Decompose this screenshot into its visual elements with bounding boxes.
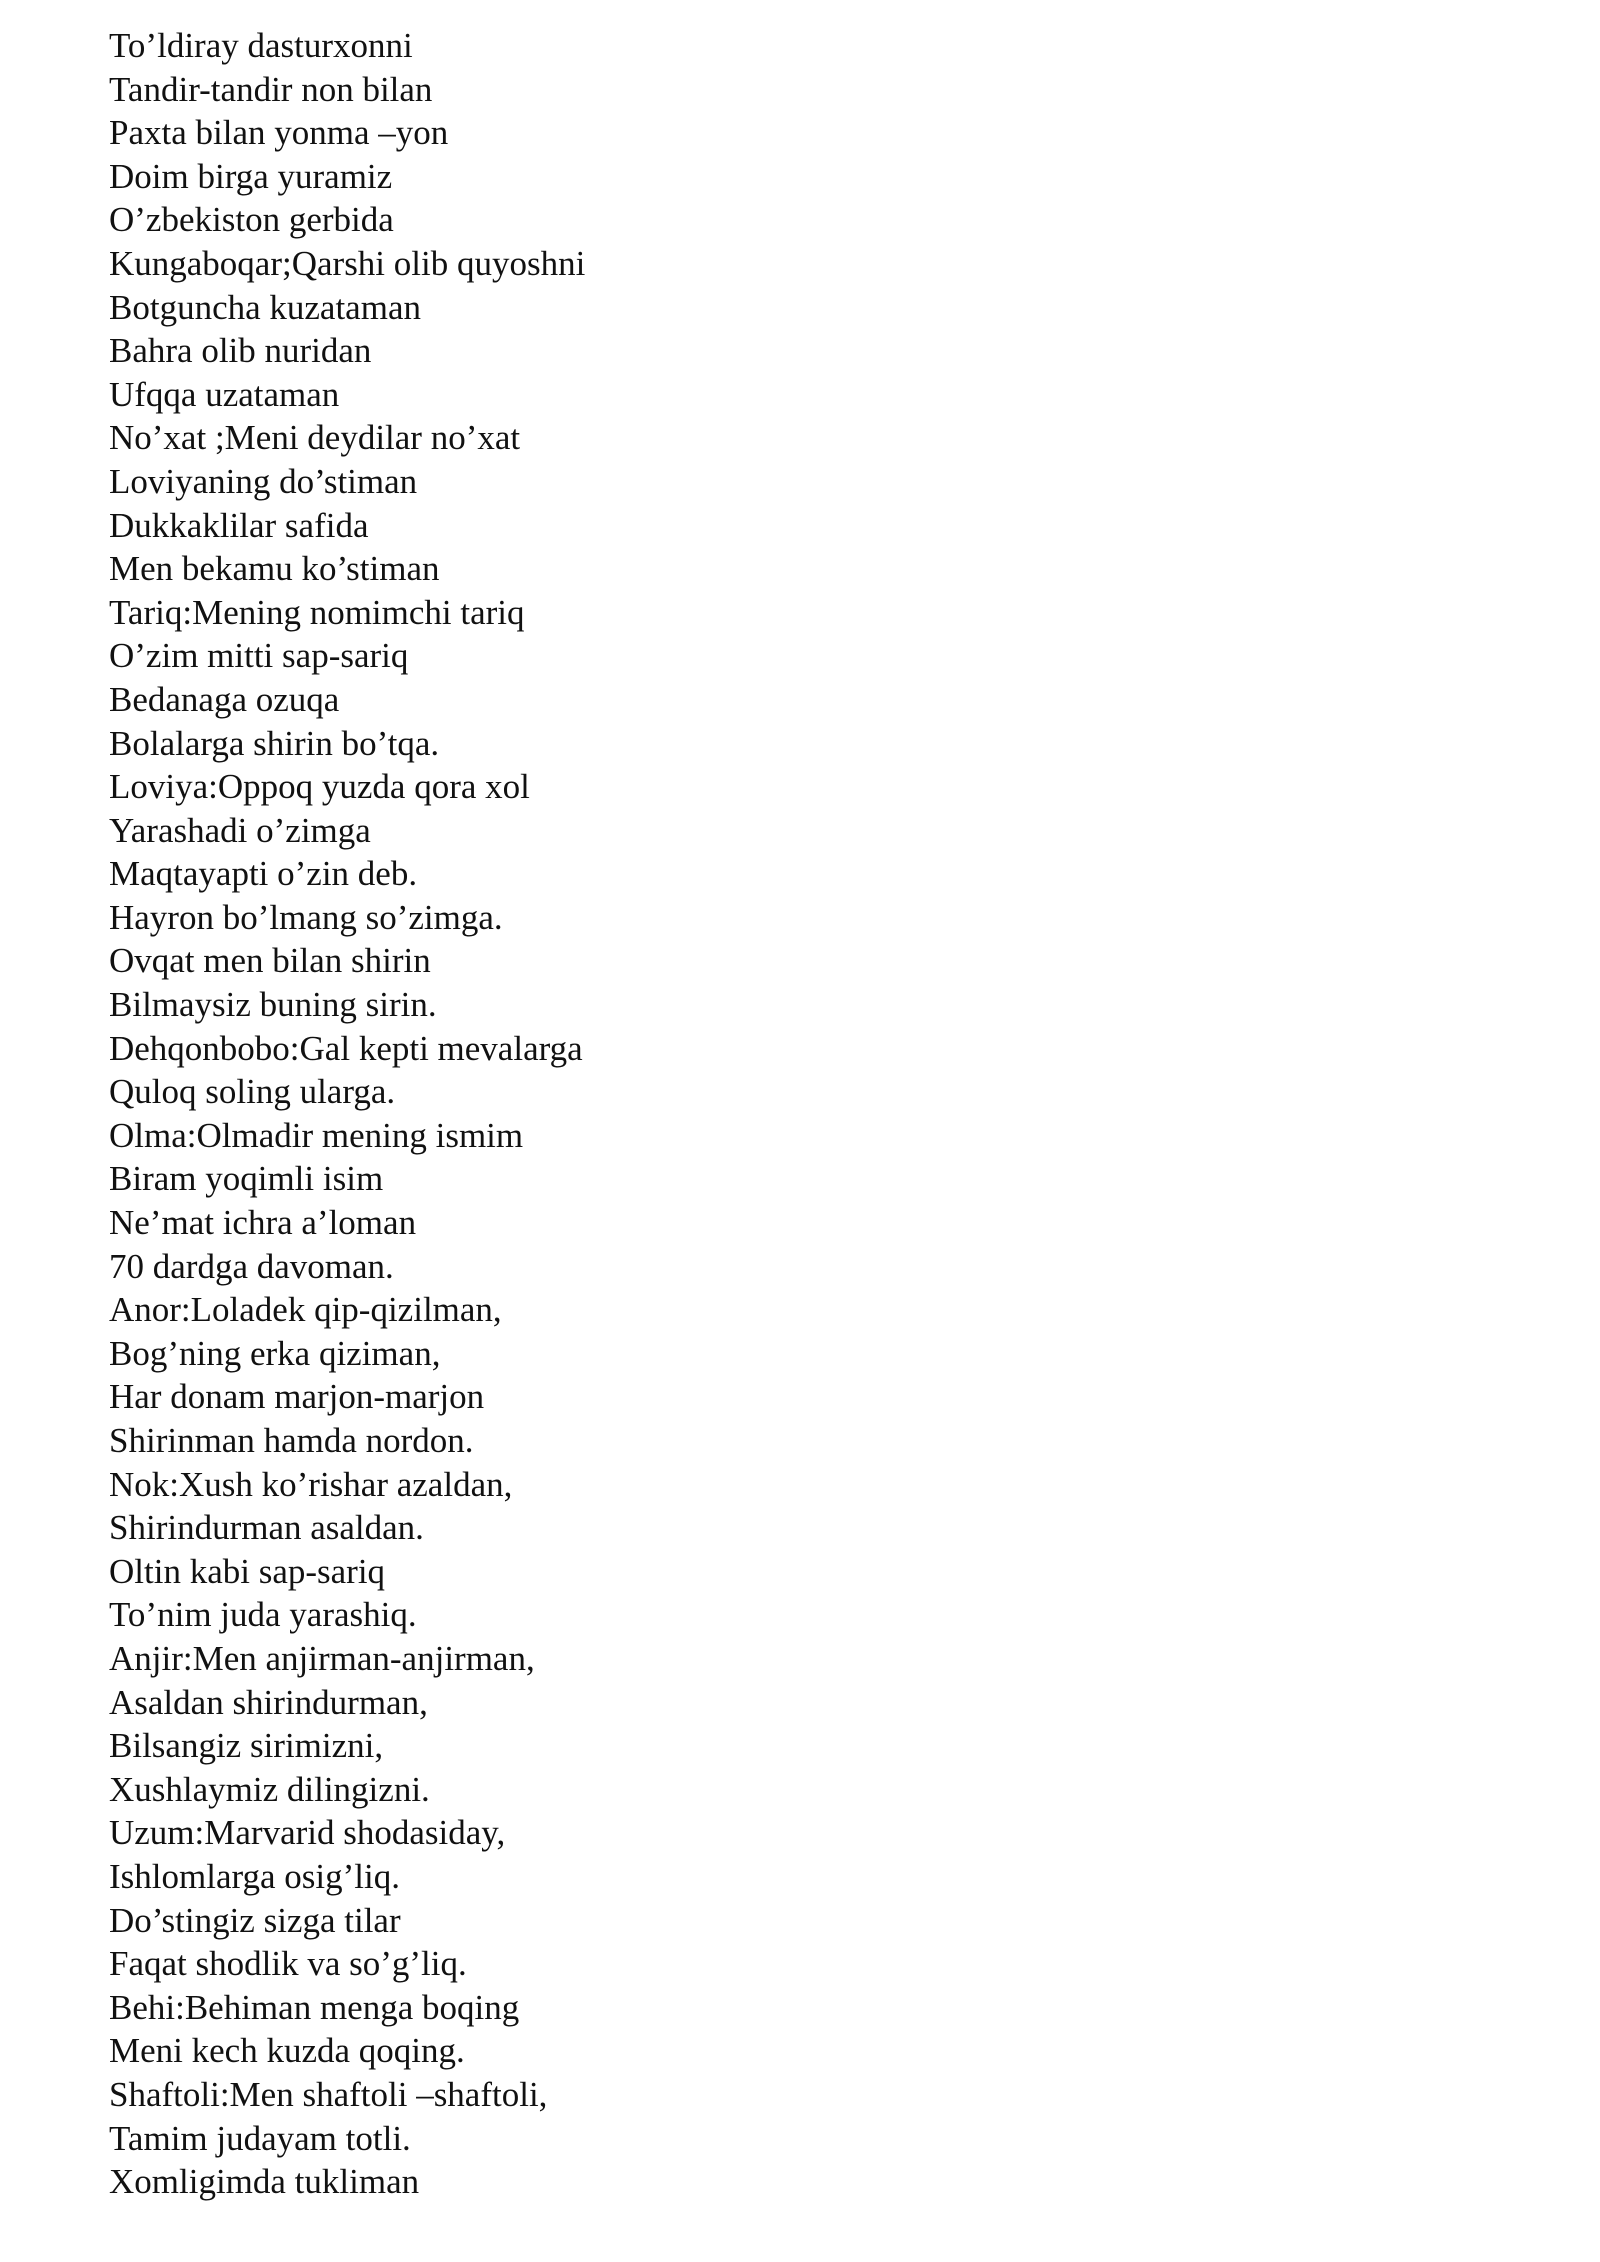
poem-line: O’zbekiston gerbida — [109, 200, 394, 240]
poem-line: Botguncha kuzataman — [109, 287, 421, 327]
poem-line: Ne’mat ichra a’loman — [109, 1203, 417, 1243]
poem-line: Dukkaklilar safida — [109, 505, 369, 545]
poem-line: Xushlaymiz dilingizni. — [109, 1769, 430, 1809]
poem-line: Loviyaning do’stiman — [109, 461, 418, 501]
poem-line: Asaldan shirindurman, — [109, 1682, 428, 1722]
poem-line: Yarashadi o’zimga — [109, 810, 371, 850]
poem-line: Xomligimda tukliman — [109, 2162, 420, 2202]
poem-line: No’xat ;Meni deydilar no’xat — [109, 418, 521, 458]
poem-line: Shaftoli:Men shaftoli –shaftoli, — [109, 2074, 548, 2114]
poem-line: Bolalarga shirin bo’tqa. — [109, 723, 440, 763]
poem-line: Bilsangiz sirimizni, — [109, 1726, 384, 1766]
poem-line: Tandir-tandir non bilan — [109, 69, 433, 109]
poem-line: 70 dardga davoman. — [109, 1246, 394, 1286]
poem-line: Ovqat men bilan shirin — [109, 941, 431, 981]
poem-line: Meni kech kuzda qoqing. — [109, 2031, 465, 2071]
poem-line: Men bekamu ko’stiman — [109, 549, 440, 589]
poem-line: Ufqqa uzataman — [109, 374, 340, 414]
poem-line: Faqat shodlik va so’g’liq. — [109, 1944, 467, 1984]
poem-line: Oltin kabi sap-sariq — [109, 1551, 386, 1591]
poem-line: Dehqonbobo:Gal kepti mevalarga — [109, 1028, 583, 1068]
poem-line: Tamim judayam totli. — [109, 2118, 411, 2158]
poem-line: Hayron bo’lmang so’zimga. — [109, 897, 503, 937]
poem-line: Kungaboqar;Qarshi olib quyoshni — [109, 243, 586, 283]
poem-line: Biram yoqimli isim — [109, 1159, 384, 1199]
poem-line: Paxta bilan yonma –yon — [109, 113, 449, 153]
poem-line: Behi:Behiman menga boqing — [109, 1987, 520, 2027]
poem-line: Bog’ning erka qiziman, — [109, 1333, 441, 1373]
poem-line: Doim birga yuramiz — [109, 156, 393, 196]
poem-line: O’zim mitti sap-sariq — [109, 636, 409, 676]
poem-line: Do’stingiz sizga tilar — [109, 1900, 401, 1940]
poem-line: To’ldiray dasturxonni — [109, 26, 413, 65]
poem-line: Har donam marjon-marjon — [109, 1377, 485, 1417]
poem-line: Uzum:Marvarid shodasiday, — [109, 1813, 506, 1853]
poem-line: Quloq soling ularga. — [109, 1072, 396, 1112]
poem-line: Tariq:Mening nomimchi tariq — [109, 592, 525, 632]
poem-line: Loviya:Oppoq yuzda qora xol — [109, 767, 530, 807]
poem-line: Bilmaysiz buning sirin. — [109, 985, 437, 1025]
poem-line: Shirinman hamda nordon. — [109, 1421, 474, 1460]
poem-line: Anjir:Men anjirman-anjirman, — [109, 1638, 535, 1678]
poem-line: Shirindurman asaldan. — [109, 1508, 424, 1548]
poem-line: Anor:Loladek qip-qizilman, — [109, 1290, 502, 1330]
poem-line: Maqtayapti o’zin deb. — [109, 854, 418, 894]
poem-line: Nok:Xush ko’rishar azaldan, — [109, 1464, 513, 1504]
poem-line: Bahra olib nuridan — [109, 331, 372, 371]
poem-line: Ishlomlarga osig’liq. — [109, 1856, 400, 1896]
poem-line: To’nim juda yarashiq. — [109, 1595, 417, 1635]
poem-text — [109, 24, 585, 2204]
poem-line: Bedanaga ozuqa — [109, 679, 340, 719]
poem-line: Olma:Olmadir mening ismim — [109, 1115, 524, 1155]
